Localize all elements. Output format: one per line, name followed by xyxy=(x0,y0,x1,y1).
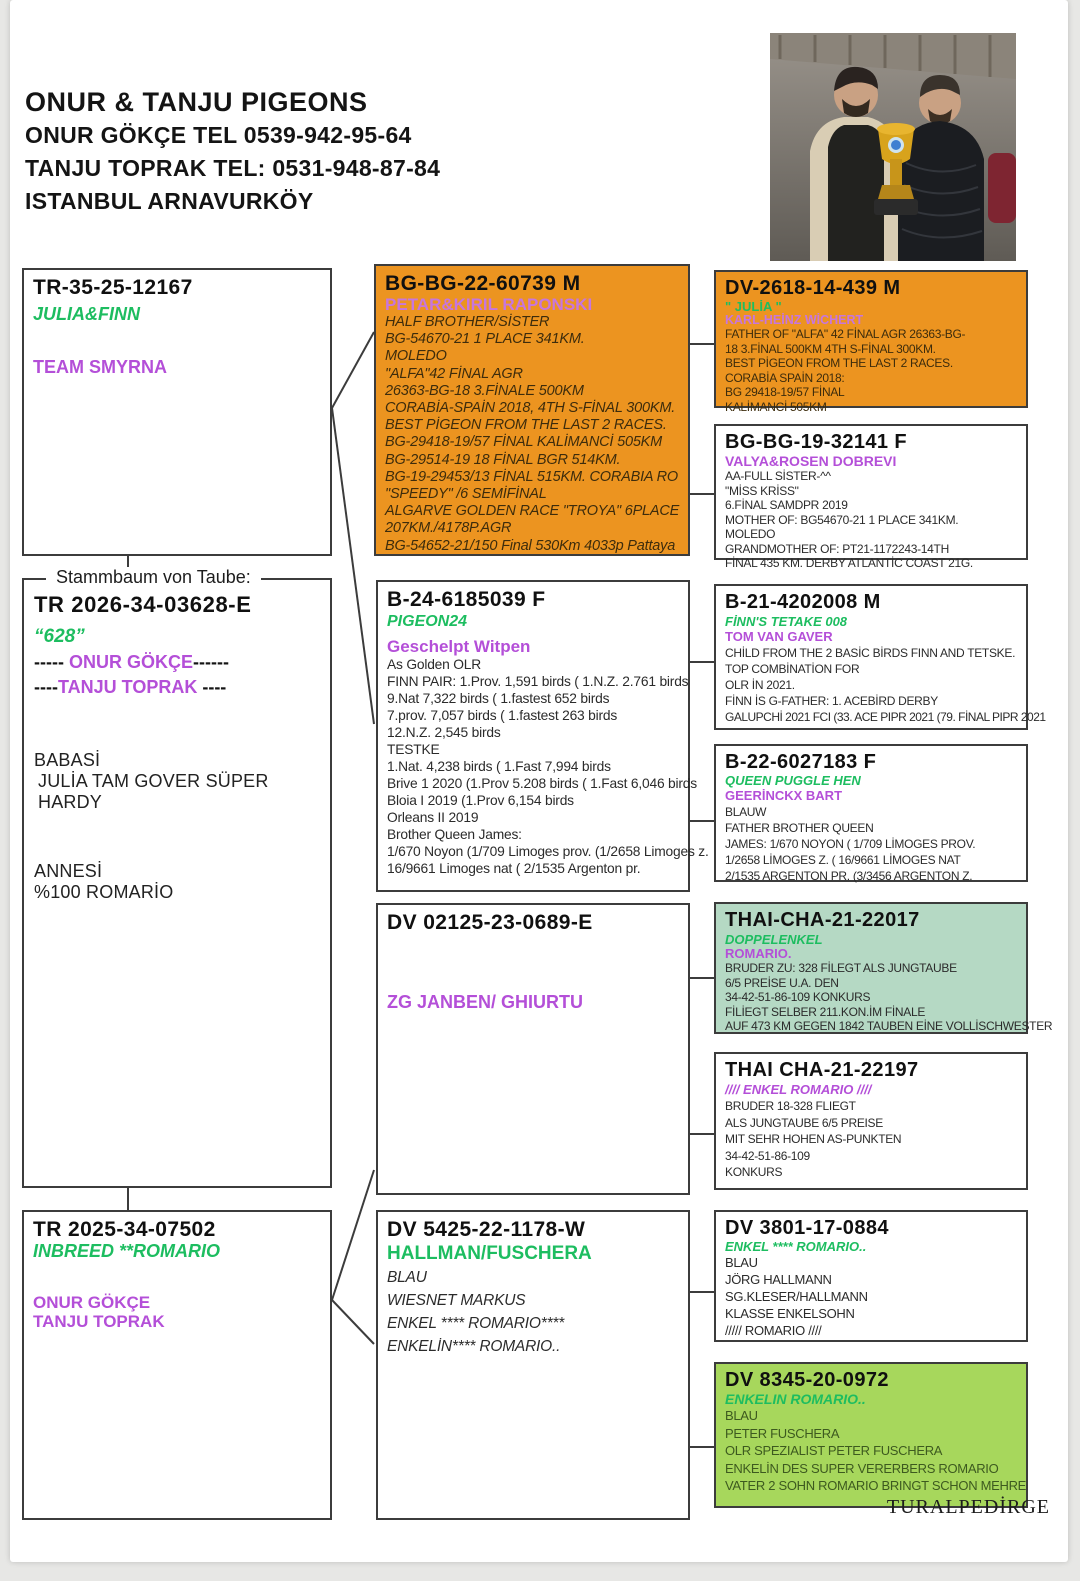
ring-number: THAI-CHA-21-22017 xyxy=(725,909,920,931)
result-line: VATER 2 SOHN ROMARIO BRINGT SCHON MEHRE xyxy=(725,1478,1027,1493)
dash-prefix: ---- xyxy=(34,677,58,697)
owner-1: ONUR GÖKÇE xyxy=(33,1293,151,1312)
result-line: TOP COMBİNATİON FOR xyxy=(725,662,860,676)
result-line: BEST PİGEON FROM THE LAST 2 RACES. xyxy=(725,356,953,370)
bird-name: ENKEL **** ROMARIO.. xyxy=(725,1239,867,1254)
result-line: 16/9661 Limoges nat ( 2/1535 Argenton pr. xyxy=(387,861,641,876)
owner-1: ONUR GÖKÇE xyxy=(68,652,193,672)
result-line: MOLEDO xyxy=(385,348,447,365)
result-line: AUF 473 KM GEGEN 1842 TAUBEN EİNE VOLLİSCHWESTER xyxy=(725,1019,1053,1033)
dash-suffix: ---- xyxy=(197,677,227,697)
mother-label: ANNESİ xyxy=(34,861,103,881)
result-line: BG-19-29453/13 FİNAL 515KM. CORABIA RO xyxy=(385,468,679,485)
pedigree-box-bg22 xyxy=(374,264,690,556)
result-line: Brother Queen James: xyxy=(387,827,522,842)
ring-number: DV 8345-20-0972 xyxy=(725,1369,889,1391)
result-line: BLAU xyxy=(725,1408,758,1423)
phone-line-2: TANJU TOPRAK TEL: 0531-948-87-84 xyxy=(25,155,441,181)
ring-number: THAI CHA-21-22197 xyxy=(725,1059,919,1081)
pedigree-box-dv3801 xyxy=(714,1210,1028,1342)
result-line: BRUDER 18-328 FLIEGT xyxy=(725,1099,856,1113)
ring-number: B-22-6027183 F xyxy=(725,751,877,773)
subject-pigeon-box xyxy=(22,567,332,1188)
bird-name: " JULİA " xyxy=(725,299,782,314)
result-line: 34-42-51-86-109 KONKURS xyxy=(725,990,871,1004)
result-line: "SPEEDY" /6 SEMİFİNAL xyxy=(385,486,547,503)
dash-suffix: ------ xyxy=(193,652,229,672)
result-line: BG-54670-21 1 PLACE 341KM. xyxy=(385,331,585,348)
result-line: GALUPCHİ 2021 FCI (33. ACE PIPR 2021 (79. FİNAL PIPR 2021 xyxy=(725,710,1046,724)
owner-2: TANJU TOPRAK xyxy=(33,1312,165,1331)
result-line: 7.prov. 7,057 birds ( 1.fastest 263 birds xyxy=(387,708,618,723)
result-line: MOLEDO xyxy=(725,527,776,541)
result-line: SG.KLESER/HALLMANN xyxy=(725,1289,868,1304)
fanciers-photo xyxy=(770,33,1016,261)
result-line: PETER FUSCHERA xyxy=(725,1425,840,1441)
result-line: HALF BROTHER/SİSTER xyxy=(385,314,550,330)
pedigree-box-dv02125 xyxy=(376,903,690,1195)
result-line: 34-42-51-86-109 xyxy=(725,1148,810,1163)
result-line: JÖRG HALLMANN xyxy=(725,1272,832,1287)
result-line: 26363-BG-18 3.FİNALE 500KM xyxy=(385,382,584,399)
bird-name: HALLMAN/FUSCHERA xyxy=(387,1243,592,1264)
pedigree-box-b24 xyxy=(376,580,709,892)
pedigree-box-b21 xyxy=(714,584,1046,730)
bird-name: PIGEON24 xyxy=(387,613,468,630)
result-line: As Golden OLR xyxy=(387,657,482,672)
result-line: BEST PİGEON FROM THE LAST 2 RACES. xyxy=(385,417,667,434)
result-line: KALİMANCİ 505KM xyxy=(725,399,827,414)
result-line: 207KM./4178P.AGR xyxy=(385,520,512,537)
result-line: 1.Nat. 4,238 birds ( 1.Fast 7,994 birds xyxy=(387,759,611,774)
bird-name: QUEEN PUGGLE HEN xyxy=(725,773,861,788)
pedigree-box-dv2618 xyxy=(714,270,1028,414)
ring-number: DV 3801-17-0884 xyxy=(725,1217,889,1239)
result-line: MIT SEHR HOHEN AS-PUNKTEN xyxy=(725,1132,902,1146)
ring-number: BG-BG-19-32141 F xyxy=(725,431,908,453)
result-line: AA-FULL SİSTER-^^ xyxy=(725,469,831,483)
pedigree-box-julia-finn xyxy=(22,268,332,556)
result-line: OLR İN 2021. xyxy=(725,678,795,692)
dash-prefix: ----- xyxy=(34,652,69,672)
owner-2: TANJU TOPRAK xyxy=(57,677,198,697)
result-line: 9.Nat 7,322 birds ( 1.fastest 652 birds xyxy=(387,691,610,706)
fancier-name: ROMARIO. xyxy=(725,946,792,961)
result-line: WIESNET MARKUS xyxy=(387,1292,526,1309)
ring-number: BG-BG-22-60739 M xyxy=(385,272,581,295)
result-line: BG-54652-21/150 Final 530Km 4033p Pattaya xyxy=(385,537,676,554)
fancier-name: VALYA&ROSEN DOBREVI xyxy=(725,453,897,469)
fancier-name: KARL-HEİNZ WİCHERT xyxy=(725,313,864,327)
owner-line-1 xyxy=(34,652,320,673)
result-line: ALS JUNGTAUBE 6/5 PREISE xyxy=(725,1115,883,1130)
result-line: Bloia I 2019 (1.Prov 6,154 birds xyxy=(387,793,574,808)
result-line: BRUDER ZU: 328 FİLEGT ALS JUNGTAUBE xyxy=(725,961,957,975)
result-line: CHİLD FROM THE 2 BASİC BİRDS FINN AND TETSKE. xyxy=(725,646,1016,660)
ring-number: DV-2618-14-439 M xyxy=(725,277,901,299)
loft-title: ONUR & TANJU PIGEONS xyxy=(25,87,368,117)
pedigree-box-inbreed-romario xyxy=(22,1210,332,1520)
result-line: Brive 1 2020 (1.Prov 5.208 birds ( 1.Fast 6,046 birds xyxy=(387,776,697,791)
bird-name: DOPPELENKEL xyxy=(725,932,823,947)
legend-label: Stammbaum von Taube: xyxy=(46,567,261,588)
result-line: ALGARVE GOLDEN RACE "TROYA" 6PLACE xyxy=(385,503,680,520)
result-line: 2/1535 ARGENTON PR. (3/3456 ARGENTON Z. xyxy=(725,869,973,883)
fancier-name: PETAR&KIRIL RAPONSKI xyxy=(385,295,593,314)
result-line: "ALFA"42 FİNAL AGR xyxy=(385,365,523,382)
result-line: OLR SPEZIALIST PETER FUSCHERA xyxy=(725,1443,943,1458)
subject-ring-number: TR 2026-34-03628-E xyxy=(34,592,252,617)
ring-number: DV 02125-23-0689-E xyxy=(387,911,593,934)
father-description: JULİA TAM GOVER SÜPER HARDY xyxy=(38,771,269,812)
result-line: GRANDMOTHER OF: PT21-1172243-14TH xyxy=(725,541,949,556)
result-line: TESTKE xyxy=(387,742,440,757)
pedigree-maker-brand: TURALPEDİRGE xyxy=(886,1496,1050,1518)
team-name: TEAM SMYRNA xyxy=(33,357,167,377)
result-line: 12.N.Z. 2,545 birds xyxy=(387,725,501,740)
result-line: 18 3.FİNAL 500KM 4TH S-FİNAL 300KM. xyxy=(725,341,936,356)
bird-name: ENKELIN ROMARIO.. xyxy=(725,1391,866,1407)
result-line: FATHER BROTHER QUEEN xyxy=(725,821,874,835)
result-line: KLASSE ENKELSOHN xyxy=(725,1306,855,1321)
ring-number: B-24-6185039 F xyxy=(387,588,546,611)
result-line: BG 29418-19/57 FİNAL xyxy=(725,385,845,399)
result-line: BLAU xyxy=(725,1255,758,1270)
ring-number: TR-35-25-12167 xyxy=(33,276,193,299)
result-line: BG-29418-19/57 FİNAL KALİMANCİ 505KM xyxy=(385,434,663,451)
result-line: FINN PAIR: 1.Prov. 1,591 birds ( 1.N.Z. 2.761 birds xyxy=(387,674,689,689)
ring-number: B-21-4202008 M xyxy=(725,591,881,613)
phone-line-1: ONUR GÖKÇE TEL 0539-942-95-64 xyxy=(25,122,412,148)
result-line: "MİSS KRİSS" xyxy=(725,483,799,498)
result-line: BG-29514-19 18 FİNAL BGR 514KM. xyxy=(385,451,621,468)
location-line: ISTANBUL ARNAVURKÖY xyxy=(25,188,314,214)
pedigree-box-thai22197 xyxy=(714,1052,1028,1190)
result-line: JAMES: 1/670 NOYON ( 1/709 LİMOGES PROV. xyxy=(725,837,976,851)
result-line: FİNN İS G-FATHER: 1. ACEBİRD DERBY xyxy=(725,694,938,708)
ring-number: TR 2025-34-07502 xyxy=(33,1218,216,1241)
loft-header xyxy=(25,86,440,218)
mother-description: %100 ROMARİO xyxy=(34,882,174,902)
pedigree-box-b22 xyxy=(714,744,1028,882)
result-line: ///// ROMARIO //// xyxy=(725,1323,822,1338)
father-label: BABASİ xyxy=(34,750,101,770)
result-line: FİNAL 435 KM. DERBY ATLANTİC COAST 21G. xyxy=(725,556,973,570)
result-line: BLAUW xyxy=(725,805,767,819)
pedigree-box-dv5425 xyxy=(376,1210,690,1520)
result-line: 6.FİNAL SAMDPR 2019 xyxy=(725,498,848,512)
bird-name: INBREED **ROMARIO xyxy=(33,1241,221,1261)
result-line: 1/670 Noyon (1/709 Limoges prov. (1/2658 Limoges z. xyxy=(387,844,709,859)
fancier-name: GEERİNCKX BART xyxy=(725,788,843,803)
result-line: FİLİEGT SELBER 211.KON.İM FİNALE xyxy=(725,1004,926,1019)
bird-name: FİNN'S TETAKE 008 xyxy=(725,614,848,629)
fancier-name: TOM VAN GAVER xyxy=(725,629,833,644)
fancier-name: //// ENKEL ROMARIO //// xyxy=(725,1082,872,1097)
result-line: CORABİA-SPAİN 2018, 4TH S-FİNAL 300KM. xyxy=(385,400,676,417)
fancier-name: Geschelpt Witpen xyxy=(387,637,531,656)
pedigree-box-bg19 xyxy=(714,424,1028,570)
result-line: ENKELİN**** ROMARIO.. xyxy=(387,1338,561,1355)
result-line: BLAU xyxy=(387,1269,427,1286)
result-line: ENKEL **** ROMARIO**** xyxy=(387,1315,565,1332)
fancier-name: ZG JANBEN/ GHIURTU xyxy=(387,992,584,1012)
ring-number: DV 5425-22-1178-W xyxy=(387,1218,586,1241)
result-line: KONKURS xyxy=(725,1165,783,1179)
pedigree-box-dv8345 xyxy=(714,1362,1028,1508)
result-line: 1/2658 LİMOGES Z. ( 16/9661 LİMOGES NAT xyxy=(725,853,961,867)
result-line: 6/5 PREİSE U.A. DEN xyxy=(725,975,839,990)
result-line: CORABİA SPAİN 2018: xyxy=(725,370,845,385)
result-line: MOTHER OF: BG54670-21 1 PLACE 341KM. xyxy=(725,512,959,527)
result-line: Orleans II 2019 xyxy=(387,810,479,825)
bird-name: JULIA&FINN xyxy=(33,304,140,324)
subject-bird-name: “628” xyxy=(34,626,85,647)
owner-line-2 xyxy=(34,677,320,698)
pedigree-box-thai22017 xyxy=(714,902,1053,1034)
result-line: FATHER OF "ALFA" 42 FİNAL AGR 26363-BG- xyxy=(725,327,966,341)
result-line: ENKELİN DES SUPER VERERBERS ROMARIO xyxy=(725,1460,999,1476)
